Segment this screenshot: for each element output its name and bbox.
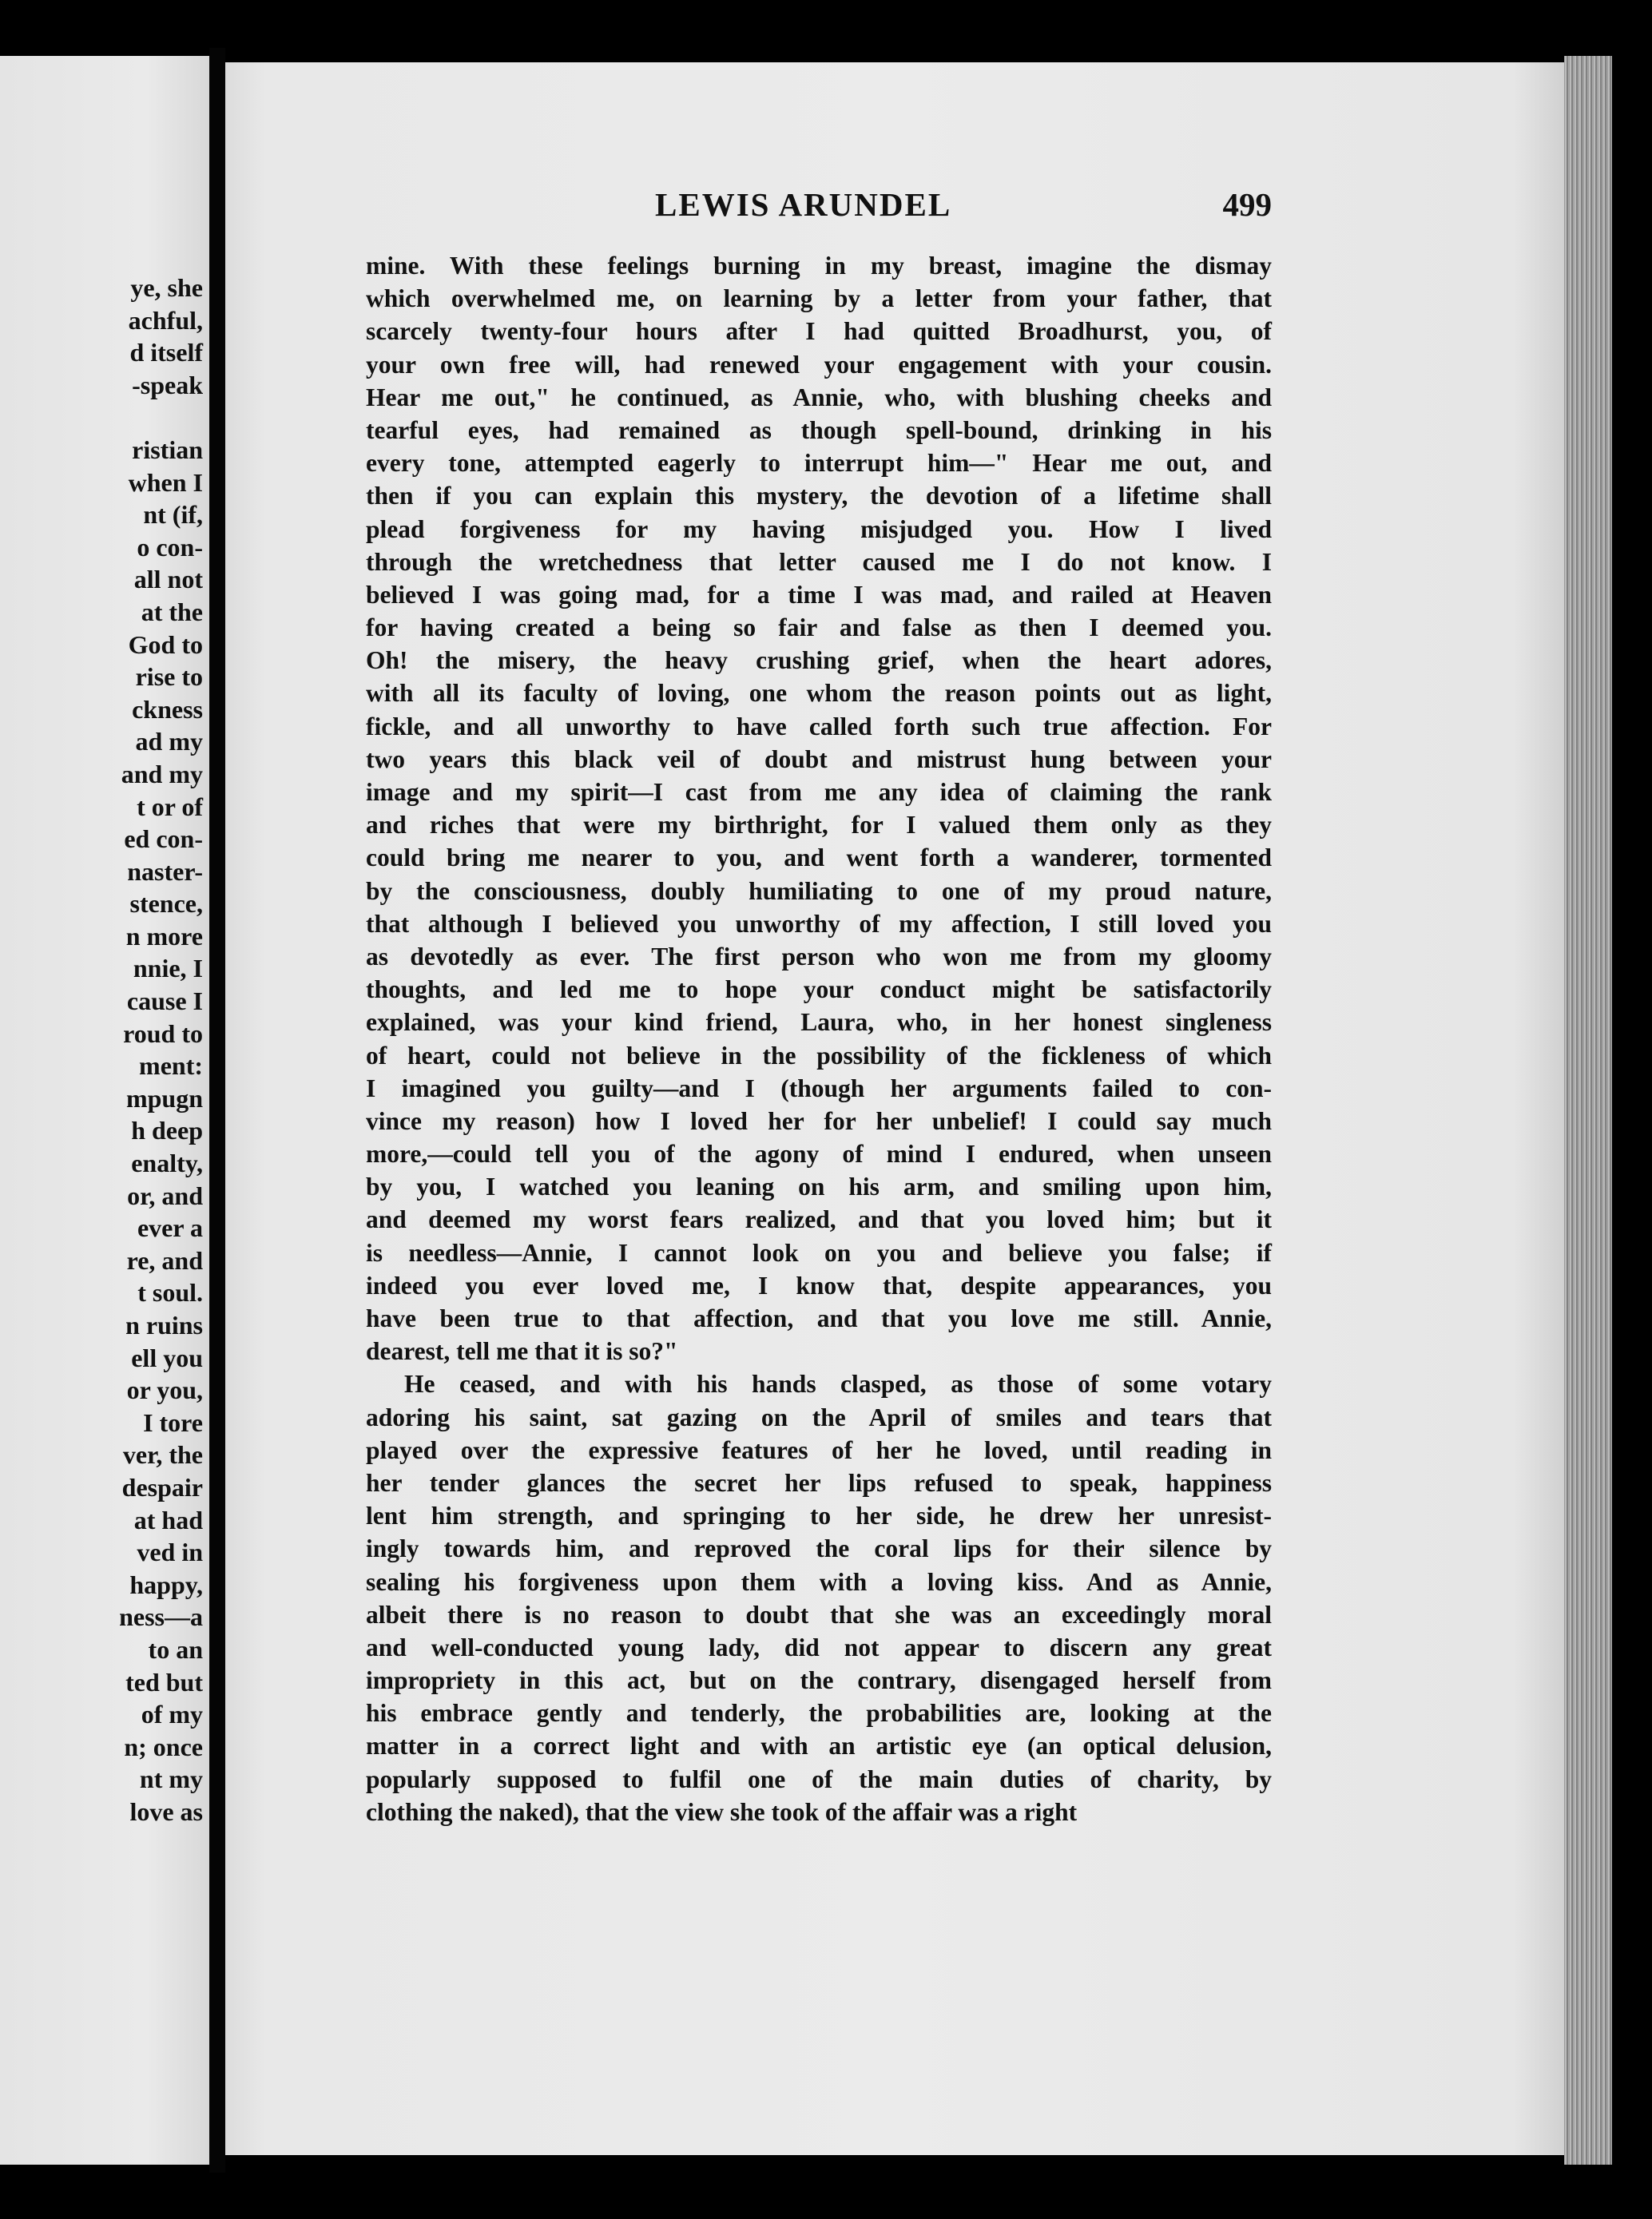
facing-page-fragment: love as — [129, 1796, 203, 1826]
text-line: her tender glances the secret her lips refused to speak, happiness — [366, 1468, 1272, 1497]
page-edges — [1564, 56, 1612, 2165]
text-line: two years this black veil of doubt and mistrust hung between your — [366, 744, 1272, 773]
paragraph-2 — [366, 1368, 1272, 1828]
facing-page-fragment: or you, — [126, 1375, 203, 1405]
text-line: that although I believed you unworthy of my affection, I still loved you — [366, 909, 1272, 938]
facing-page-fragment: d itself — [129, 338, 203, 367]
text-line: every tone, attempted eagerly to interrupt him—" Hear me out, and — [366, 449, 1272, 478]
text-line: then if you can explain this mystery, the devotion of a lifetime shall — [366, 482, 1272, 510]
facing-page-fragment: I tore — [143, 1407, 203, 1437]
facing-page-fragment: nnie, I — [133, 954, 203, 983]
facing-page-fragment: cause I — [126, 986, 203, 1016]
facing-page-fragment: t soul. — [137, 1278, 203, 1308]
body-text — [366, 249, 1272, 1828]
text-line: tearful eyes, had remained as though spell-bound, drinking in his — [366, 415, 1272, 444]
facing-page-fragment: h deep — [131, 1116, 203, 1145]
text-line: of heart, could not believe in the possibility of the fickleness of which — [366, 1041, 1272, 1070]
text-line: clothing the naked), that the view she took of the affair was a right — [366, 1797, 1078, 1826]
text-line: indeed you ever loved me, I know that, despite appearances, you — [366, 1271, 1272, 1300]
text-line: is needless—Annie, I cannot look on you and believe you false; if — [366, 1238, 1272, 1267]
facing-page-fragment: all not — [133, 565, 203, 594]
facing-page-fragment: happy, — [129, 1570, 203, 1599]
facing-page-fragment: n ruins — [125, 1311, 203, 1340]
facing-page-fragment: naster- — [127, 856, 203, 886]
facing-page-fragment: despair — [121, 1472, 203, 1502]
facing-page-text-fragments — [3, 272, 203, 1828]
facing-page-fragment: when I — [128, 467, 203, 497]
facing-page-fragment: ell you — [131, 1343, 203, 1372]
book-gutter — [209, 48, 225, 2173]
facing-page-fragment: rise to — [135, 662, 203, 692]
text-line: by you, I watched you leaning on his arm, and smiling upon him, — [366, 1173, 1272, 1201]
facing-page-fragment: t or of — [137, 792, 203, 821]
facing-page-fragment: ckness — [132, 694, 203, 724]
text-line: ingly towards him, and reproved the coral lips for their silence by — [366, 1534, 1272, 1563]
facing-page-fragment: n; once — [124, 1732, 203, 1761]
facing-page-fragment: nt my — [139, 1764, 203, 1794]
facing-page-fragment: ness—a — [119, 1602, 203, 1632]
text-line: your own free will, had renewed your engagement with your cousin. — [366, 350, 1272, 379]
text-line: through the wretchedness that letter caused me I do not know. I — [366, 547, 1272, 576]
facing-page-fragment: of my — [141, 1700, 203, 1729]
text-line: plead forgiveness for my having misjudged you. How I lived — [366, 514, 1272, 543]
text-line: He ceased, and with his hands clasped, as those of some votary — [404, 1370, 1272, 1399]
page-number: 499 — [1222, 186, 1272, 223]
text-line: for having created a being so fair and false as then I deemed you. — [366, 613, 1272, 642]
facing-page-fragment — [3, 401, 203, 434]
facing-page-fragment: or, and — [127, 1181, 203, 1210]
facing-page-fragment: n more — [125, 921, 203, 951]
text-line: Oh! the misery, the heavy crushing grief, when the heart adores, — [366, 646, 1272, 675]
facing-page-fragment: stence, — [129, 889, 203, 919]
text-line: mine. With these feelings burning in my breast, imagine the dismay — [366, 252, 1272, 280]
text-line: have been true to that affection, and that you love me still. Annie, — [366, 1304, 1272, 1332]
text-line: which overwhelmed me, on learning by a letter from your father, that — [366, 284, 1272, 313]
facing-page-fragment: roud to — [123, 1018, 203, 1048]
facing-page-fragment: ment: — [139, 1051, 203, 1081]
facing-page-fragment: mpugn — [125, 1083, 203, 1113]
text-line: impropriety in this act, but on the contrary, disengaged herself from — [366, 1666, 1272, 1695]
facing-page-fragment: enalty, — [131, 1149, 203, 1178]
text-line: albeit there is no reason to doubt that she was an exceedingly moral — [366, 1600, 1272, 1629]
text-line: believed I was going mad, for a time I was mad, and railed at Heaven — [366, 580, 1272, 609]
text-line: fickle, and all unworthy to have called forth such true affection. For — [366, 712, 1272, 740]
facing-page-fragment: o con- — [137, 532, 203, 562]
facing-page-fragment: ted but — [125, 1667, 203, 1697]
text-line: thoughts, and led me to hope your conduct might be satisfactorily — [366, 975, 1272, 1004]
facing-page-fragment: to an — [148, 1634, 203, 1664]
facing-page-fragment: re, and — [126, 1245, 203, 1275]
text-line: and well-conducted young lady, did not appear to discern any great — [366, 1633, 1272, 1661]
facing-page-fragment: ved in — [137, 1538, 203, 1567]
text-line: dearest, tell me that it is so?" — [366, 1337, 678, 1366]
text-line: image and my spirit—I cast from me any idea of claiming the rank — [366, 778, 1272, 806]
facing-page-fragment: nt (if, — [143, 500, 203, 530]
facing-page-fragment: ver, the — [122, 1440, 203, 1470]
text-line: played over the expressive features of her he loved, until reading in — [366, 1435, 1272, 1464]
text-line: could bring me nearer to you, and went forth a wanderer, tormented — [366, 844, 1272, 872]
facing-page-fragment: -speak — [132, 370, 203, 399]
text-line: Hear me out," he continued, as Annie, who, with blushing cheeks and — [366, 383, 1272, 411]
text-line: vince my reason) how I loved her for her unbelief! I could say much — [366, 1106, 1272, 1135]
facing-page-fragment: ever a — [137, 1213, 203, 1243]
facing-page-fragment: achful, — [128, 305, 203, 335]
text-line: with all its faculty of loving, one whom the reason points out as light, — [366, 679, 1272, 708]
text-line: explained, was your kind friend, Laura, who, in her honest singleness — [366, 1008, 1272, 1037]
text-line: I imagined you guilty—and I (though her arguments failed to con- — [366, 1074, 1272, 1102]
text-line: by the consciousness, doubly humiliating to one of my proud nature, — [366, 876, 1272, 905]
text-line: his embrace gently and tenderly, the probabilities are, looking at the — [366, 1699, 1272, 1728]
paragraph-1 — [366, 249, 1272, 1368]
text-line: matter in a correct light and with an artistic eye (an optical delusion, — [366, 1732, 1272, 1761]
text-line: lent him strength, and springing to her side, he drew her unresist- — [366, 1502, 1272, 1530]
facing-page-fragment: ristian — [132, 435, 203, 464]
running-title: LEWIS ARUNDEL — [655, 186, 952, 223]
facing-page-fragment: ed con- — [124, 824, 203, 854]
facing-page-fragment: and my — [121, 759, 203, 788]
text-line: as devotedly as ever. The first person who won me from my gloomy — [366, 942, 1272, 971]
facing-page-left — [0, 56, 209, 2165]
facing-page-fragment: ye, she — [130, 273, 203, 302]
text-line: sealing his forgiveness upon them with a loving kiss. And as Annie, — [366, 1567, 1272, 1596]
text-line: and deemed my worst fears realized, and that you loved him; but it — [366, 1205, 1272, 1234]
page-header — [361, 185, 1272, 233]
facing-page-fragment: ad my — [135, 727, 203, 756]
text-line: and riches that were my birthright, for I valued them only as they — [366, 811, 1272, 840]
text-line: popularly supposed to fulfil one of the main duties of charity, by — [366, 1764, 1272, 1793]
text-line: scarcely twenty-four hours after I had quitted Broadhurst, you, of — [366, 317, 1272, 346]
facing-page-fragment: at the — [141, 597, 203, 626]
text-line: adoring his saint, sat gazing on the April of smiles and tears that — [366, 1403, 1272, 1431]
facing-page-fragment: God to — [128, 629, 203, 659]
facing-page-fragment: at had — [133, 1505, 203, 1534]
text-line: more,—could tell you of the agony of mind I endured, when unseen — [366, 1140, 1272, 1169]
